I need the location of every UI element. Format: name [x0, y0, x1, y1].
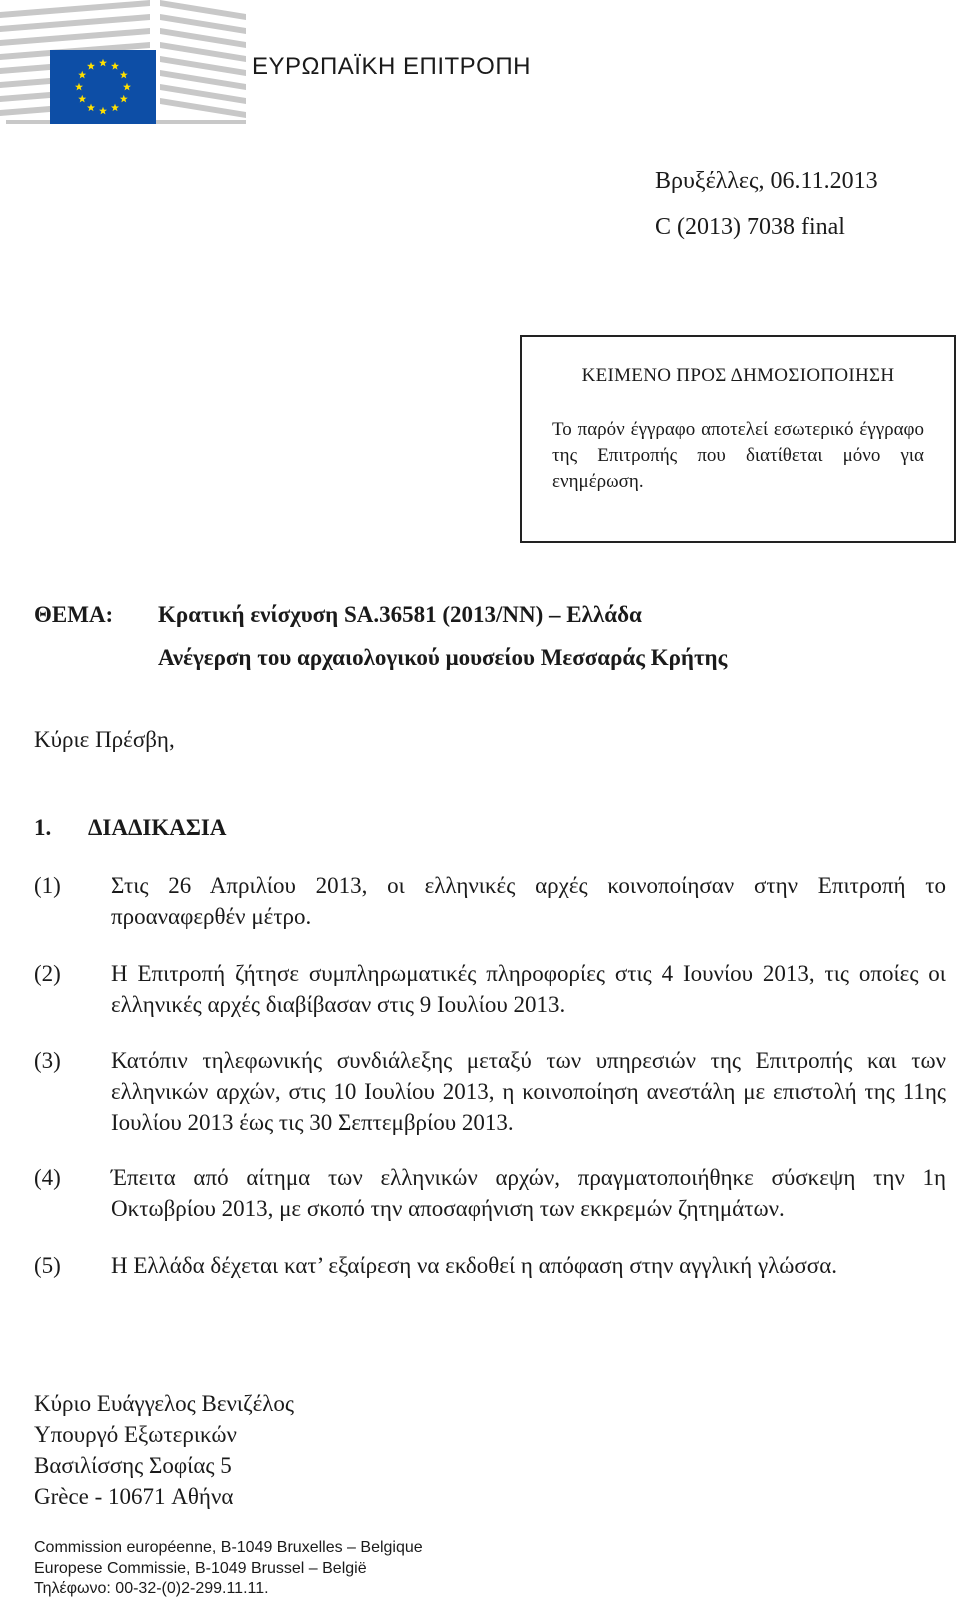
paragraph-number: (2) — [34, 961, 61, 986]
footer — [34, 1538, 423, 1600]
paragraph-text: Στις 26 Απριλίου 2013, οι ελληνικές αρχές κοινοποίησαν στην Επιτροπή το προαναφερθέν μέτρο. — [111, 873, 946, 929]
paragraph-number: (5) — [34, 1253, 61, 1278]
paragraph-text: Η Επιτροπή ζήτησε συμπληρωματικές πληροφορίες στις 4 Ιουνίου 2013, τις οποίες οι ελληνικές αρχές διαβίβασαν στις 9 Ιουλίου 2013. — [111, 961, 946, 1017]
organization-name: ΕΥΡΩΠΑΪΚΗ ΕΠΙΤΡΟΠΗ — [252, 53, 531, 80]
paragraph — [34, 1162, 946, 1224]
publication-notice-box — [520, 335, 956, 543]
paragraph — [34, 1045, 946, 1138]
paragraph-text: Έπειτα από αίτημα των ελληνικών αρχών, πραγματοποιήθηκε σύσκεψη την 1η Οκτωβρίου 2013, με σκοπό την αποσαφήνιση των εκκρεμών ζητημάτων. — [111, 1165, 946, 1221]
subject-label: ΘΕΜΑ: — [34, 602, 114, 627]
footer-line: Europese Commissie, B-1049 Brussel – België — [34, 1559, 367, 1577]
salutation: Κύριε Πρέσβη, — [34, 727, 175, 752]
section-number: 1. — [34, 815, 52, 840]
recipient-street: Βασιλίσσης Σοφίας 5 — [34, 1453, 232, 1478]
paragraph-number: (4) — [34, 1165, 61, 1190]
date-reference-block — [655, 158, 878, 250]
notice-text: Το παρόν έγγραφο αποτελεί εσωτερικό έγγραφο της Επιτροπής που διατίθεται μόνο για ενημέρωση. — [552, 419, 924, 492]
recipient-city: Grèce - 10671 Αθήνα — [34, 1484, 234, 1509]
paragraph-text: Κατόπιν τηλεφωνικής συνδιάλεξης μεταξύ των υπηρεσιών της Επιτροπής και των ελληνικών αρχών, στις 10 Ιουλίου 2013, η κοινοποίηση ανεστάλη με επιστολή της 11ης Ιουλίου 2013 έως τις 30 Σεπτεμβρίου 2013. — [111, 1048, 946, 1135]
paragraph — [34, 1250, 946, 1281]
paragraph-text: Η Ελλάδα δέχεται κατ’ εξαίρεση να εκδοθεί η απόφαση στην αγγλική γλώσσα. — [111, 1253, 837, 1278]
subject-line-2: Ανέγερση του αρχαιολογικού μουσείου Μεσσαράς Κρήτης — [158, 645, 728, 670]
recipient-ministry: Υπουργό Εξωτερικών — [34, 1422, 237, 1447]
section-heading — [34, 815, 226, 841]
paragraph — [34, 958, 946, 1020]
paragraph — [34, 870, 946, 932]
document-reference: C (2013) 7038 final — [655, 214, 845, 240]
recipient-name: Κύριο Ευάγγελος Βενιζέλος — [34, 1391, 295, 1416]
paragraph-number: (1) — [34, 873, 61, 898]
paragraph-number: (3) — [34, 1048, 61, 1073]
eu-flag-icon — [0, 0, 250, 126]
subject-line-1: Κρατική ενίσχυση SA.36581 (2013/NN) – Ελλάδα — [158, 602, 642, 627]
place-date: Βρυξέλλες, 06.11.2013 — [655, 168, 878, 194]
footer-line: Τηλέφωνο: 00-32-(0)2-299.11.11. — [34, 1580, 269, 1597]
section-title: ΔΙΑΔΙΚΑΣΙΑ — [88, 815, 227, 840]
notice-title: ΚΕΙΜΕΝΟ ΠΡΟΣ ΔΗΜΟΣΙΟΠΟΙΗΣΗ — [581, 365, 895, 386]
footer-line: Commission européenne, B-1049 Bruxelles – Belgique — [34, 1539, 423, 1556]
recipient-address — [34, 1388, 294, 1512]
